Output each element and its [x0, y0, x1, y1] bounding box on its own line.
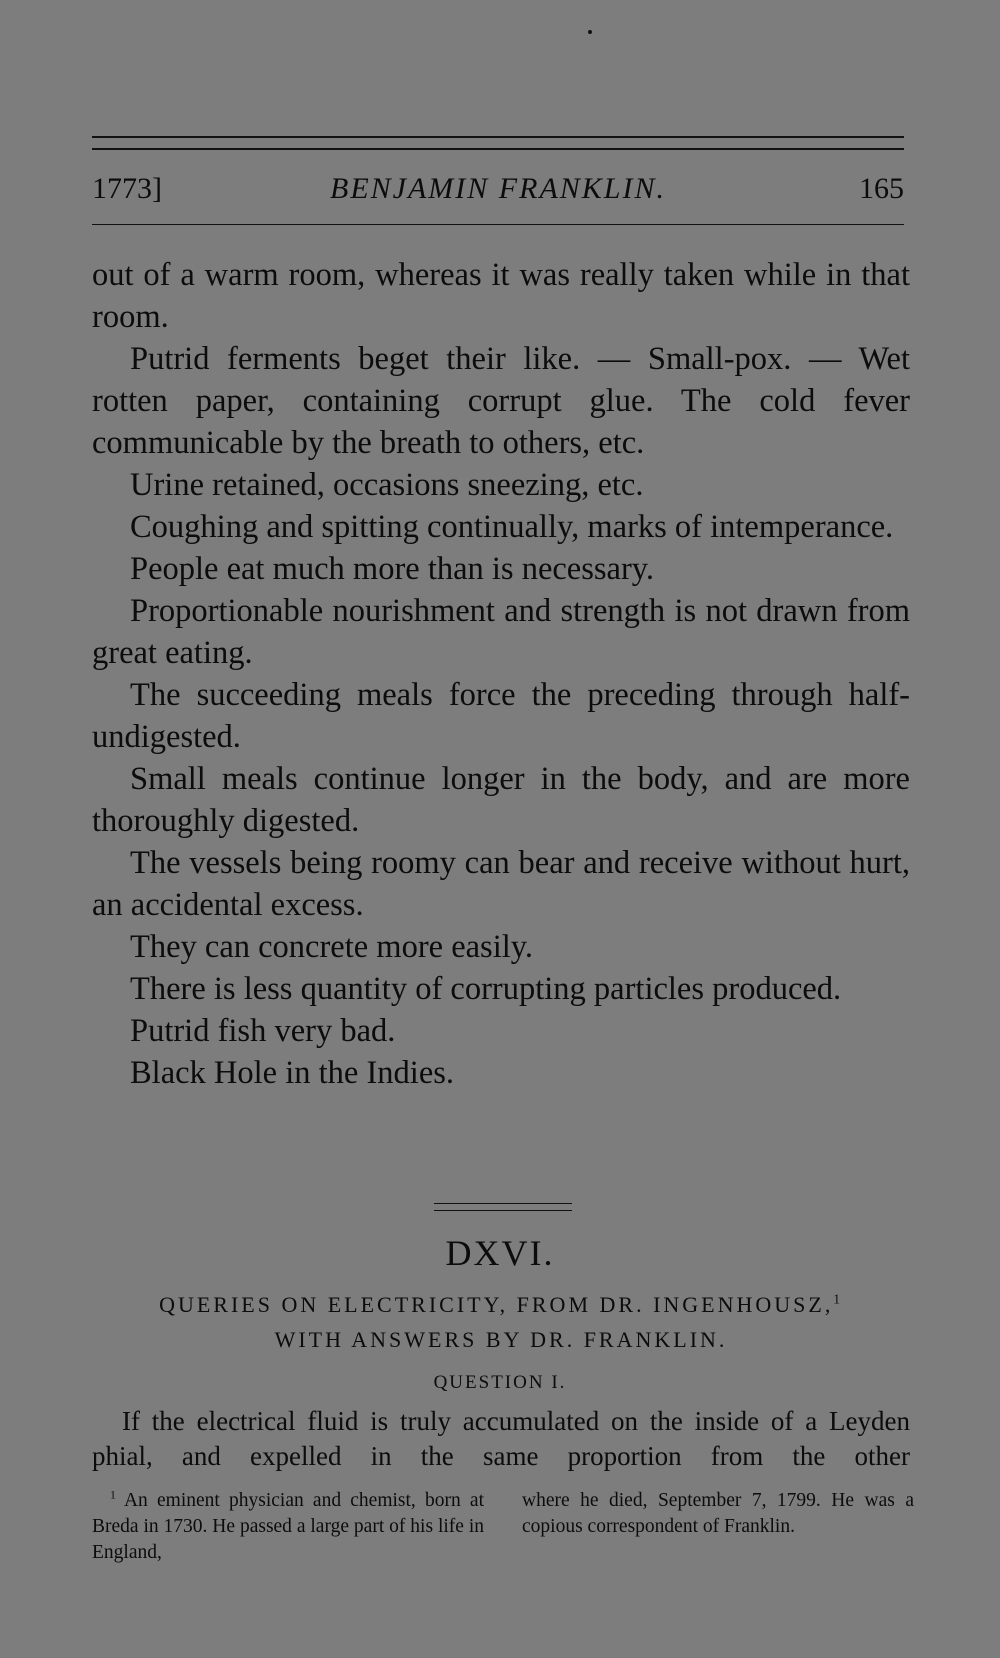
question-paragraph: If the electrical fluid is truly accumulated on the inside of a Leyden phial, and expelled in the same proportion from the other	[92, 1406, 910, 1471]
paragraph: People eat much more than is necessary.	[130, 551, 655, 587]
footnote-column-right	[522, 1488, 914, 1540]
footnote-left-text: An eminent physician and chemist, born at Breda in 1730. He passed a large part of his life in England,	[92, 1490, 484, 1563]
paragraph: There is less quantity of corrupting particles produced.	[130, 971, 842, 1007]
head-rule	[92, 224, 904, 225]
section-heading-text: QUERIES ON ELECTRICITY, FROM DR. INGENHOUSZ,	[159, 1292, 834, 1317]
paragraph: Putrid ferments beget their like. — Small-pox. — Wet rotten paper, containing corrupt glue. The cold fever communicable by the breath to others, etc.	[92, 341, 910, 461]
footnote-right-text: where he died, September 7, 1799. He was a copious correspondent of Franklin.	[522, 1490, 914, 1537]
paragraph: The vessels being roomy can bear and receive without hurt, an accidental excess.	[92, 845, 910, 923]
running-head-year: 1773]	[92, 172, 162, 205]
paragraph: Coughing and spitting continually, marks of intemperance.	[130, 509, 894, 545]
top-rule-inner	[92, 148, 904, 150]
section-heading-line1	[92, 1292, 910, 1318]
running-head-title: BENJAMIN FRANKLIN.	[330, 172, 666, 205]
section-separator-lower	[434, 1210, 572, 1211]
paragraph: out of a warm room, whereas it was really taken while in that room.	[92, 257, 910, 335]
paragraph: They can concrete more easily.	[130, 929, 534, 965]
running-head	[92, 172, 904, 212]
footnote-text-left	[92, 1488, 484, 1566]
body-text	[92, 254, 910, 1094]
paragraph: Urine retained, occasions sneezing, etc.	[130, 467, 644, 503]
page-number: 165	[859, 172, 904, 205]
section-heading-line2: WITH ANSWERS BY DR. FRANKLIN.	[274, 1327, 728, 1352]
section-separator	[434, 1203, 572, 1204]
ink-speck	[588, 30, 592, 34]
footnote-mark: 1	[110, 1488, 116, 1502]
paragraph: Putrid fish very bad.	[130, 1013, 396, 1049]
paragraph: Proportionable nourishment and strength is not drawn from great eating.	[92, 593, 910, 671]
question-label: QUESTION I.	[433, 1372, 567, 1393]
paragraph: The succeeding meals force the preceding through half-undigested.	[92, 677, 910, 755]
section-numeral: DXVI.	[445, 1233, 555, 1273]
paragraph: Black Hole in the Indies.	[130, 1055, 455, 1091]
footnote-reference: 1	[833, 1291, 843, 1307]
question-text	[92, 1404, 910, 1474]
footnote-column-left	[92, 1488, 484, 1566]
top-rule	[92, 136, 904, 138]
paragraph: Small meals continue longer in the body, and are more thoroughly digested.	[92, 761, 910, 839]
